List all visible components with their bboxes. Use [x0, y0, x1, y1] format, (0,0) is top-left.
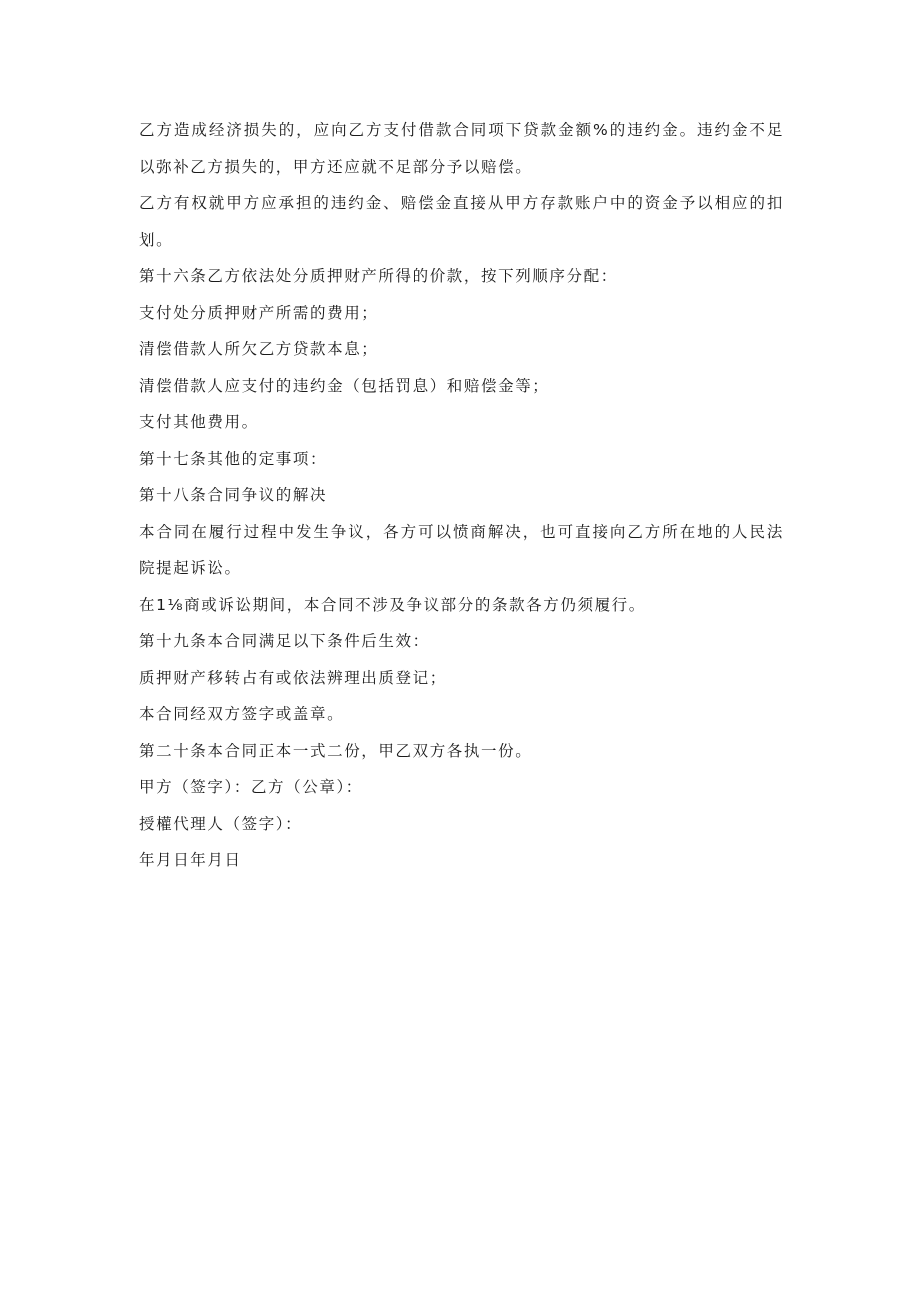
paragraph-penalty: 乙方造成经济损失的，应向乙方支付借款合同项下贷款金额%的违约金。违约金不足以弥补乙方损失的，甲方还应就不足部分予以赔偿。 — [139, 121, 784, 176]
paragraph-deduction: 乙方有权就甲方应承担的违约金、赔偿金直接从甲方存款账户中的资金予以相应的扣划。 — [139, 194, 784, 249]
signature-line-agent: 授權代理人（签字）： — [139, 814, 303, 833]
clause-16-heading: 第十六条乙方依法处分质押财产所得的价款，按下列顺序分配： — [139, 267, 618, 285]
clause-20-heading: 第二十条本合同正本一式二份，甲乙双方各执一份。 — [139, 741, 533, 760]
list-item: 清偿借款人应支付的违约金（包括罚息）和赔偿金等； — [139, 376, 550, 395]
list-item: 支付处分质押财产所需的费用； — [139, 303, 379, 322]
list-item: 本合同经双方签字或盖章。 — [139, 705, 345, 723]
list-item: 清偿借款人所欠乙方贷款本息； — [139, 340, 379, 358]
list-item: 支付其他费用。 — [139, 413, 259, 431]
date-line: 年月日年月日 — [139, 851, 242, 869]
list-item: 质押财产移转占有或依法辨理出质登记； — [139, 668, 447, 687]
paragraph-dispute-period: 在1⅛商或诉讼期间，本合同不涉及争议部分的条款各方仍须履行。 — [139, 595, 646, 614]
clause-17-heading: 第十七条其他的定事项： — [139, 449, 328, 468]
document-body — [139, 112, 784, 879]
paragraph-dispute: 本合同在履行过程中发生争议，各方可以愤商解决，也可直接向乙方所在地的人民法院提起诉讼。 — [139, 522, 784, 577]
clause-18-heading: 第十八条合同争议的解决 — [139, 486, 328, 504]
clause-19-heading: 第十九条本合同满足以下条件后生效： — [139, 632, 430, 650]
signature-line-parties: 甲方（签字）：乙方（公章）： — [139, 778, 363, 796]
